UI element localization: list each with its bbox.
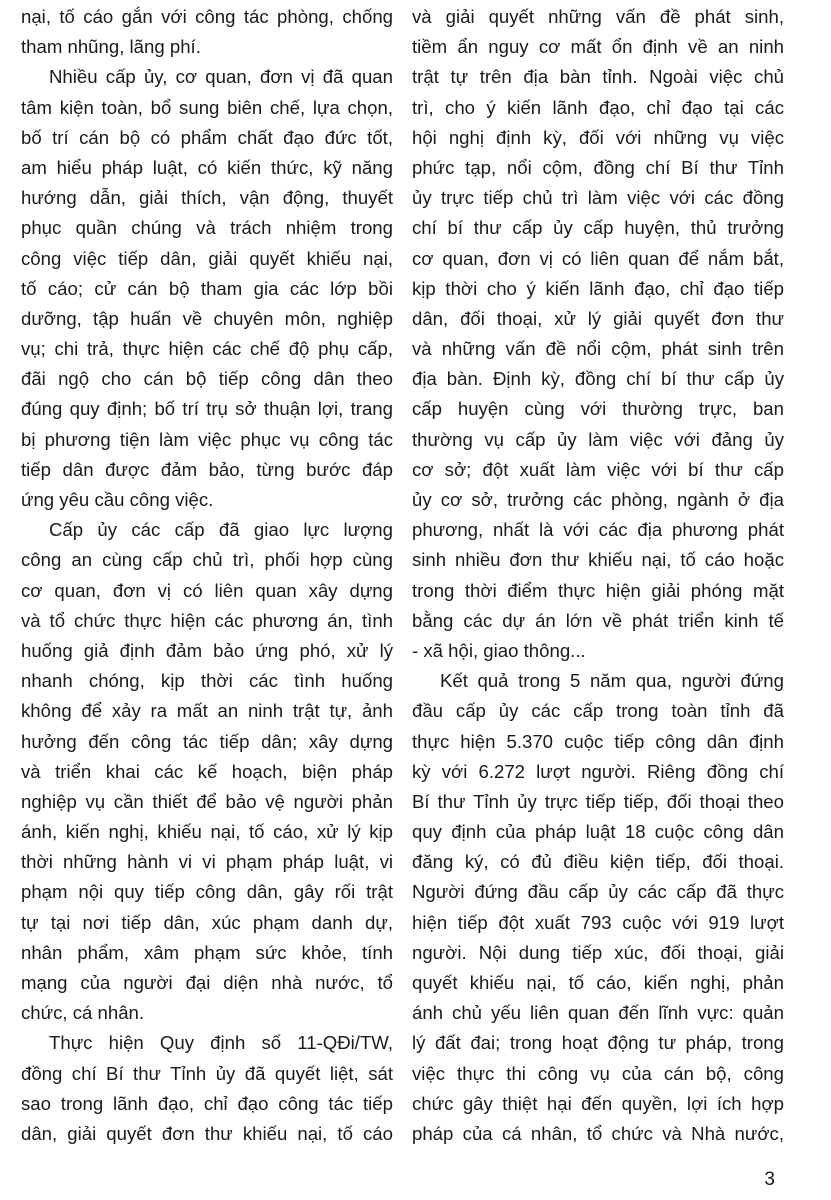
- text-line: tâm kiện toàn, bổ sung biên chế, lựa chọn,: [21, 96, 393, 118]
- text-line: Kết quả trong 5 năm qua, người đứng: [440, 670, 784, 692]
- text-line: việc thực thi công vụ của cán bộ, công: [412, 1062, 784, 1084]
- text-line: thực hiện 5.370 cuộc tiếp công dân định: [412, 730, 784, 752]
- text-line: lý đất đai; trong hoạt động tư pháp, trong: [412, 1032, 784, 1054]
- text-line: công việc tiếp dân, giải quyết khiếu nại,: [21, 247, 393, 269]
- text-line: dưỡng, tập huấn về chuyên môn, nghiệp: [21, 307, 393, 329]
- text-line: Thực hiện Quy định số 11-QĐi/TW,: [49, 1032, 393, 1054]
- text-line: ứng yêu cầu công việc.: [21, 489, 214, 510]
- text-line: phục quần chúng và trách nhiệm trong: [21, 217, 393, 239]
- text-line: phức tạp, nổi cộm, đồng chí Bí thư Tỉnh: [412, 156, 784, 178]
- text-line: kỳ với 6.272 lượt người. Riêng đồng chí: [412, 760, 784, 782]
- text-line: Nhiều cấp ủy, cơ quan, đơn vị đã quan: [49, 66, 393, 88]
- text-line: huống giả định đảm bảo ứng phó, xử lý: [21, 639, 393, 661]
- text-line: cơ sở; đột xuất làm việc với bí thư cấp: [412, 458, 784, 480]
- page-number: 3: [764, 1169, 775, 1190]
- text-line: hiện tiếp đột xuất 793 cuộc với 919 lượt: [412, 911, 784, 933]
- text-line: mạng của người đại diện nhà nước, tổ: [21, 972, 393, 993]
- text-line: tự tại nơi tiếp dân, xúc phạm danh dự,: [21, 911, 393, 933]
- text-line: tham nhũng, lãng phí.: [21, 36, 201, 58]
- text-line: dân, giải quyết đơn thư khiếu nại, tố cáo: [21, 1122, 393, 1144]
- text-line: chức gây thiệt hại đến quyền, lợi ích hợp: [412, 1092, 784, 1114]
- text-line: dân, đối thoại, xử lý giải quyết đơn thư: [412, 307, 784, 329]
- text-line: tiếp dân được đảm bảo, từng bước đáp: [21, 458, 393, 480]
- left-column: [21, 2, 393, 1149]
- text-line: tố cáo; cử cán bộ tham gia các lớp bồi: [21, 277, 393, 299]
- right-column: [412, 2, 784, 1149]
- text-line: Cấp ủy các cấp đã giao lực lượng: [49, 519, 393, 541]
- text-line: chức, cá nhân.: [21, 1002, 145, 1024]
- text-line: sinh nhiều đơn thư khiếu nại, tố cáo hoặc: [412, 549, 784, 571]
- text-line: ủy cơ sở, trưởng các phòng, ngành ở địa: [412, 489, 784, 510]
- text-line: vụ; chi trả, thực hiện các chế độ phụ cấp,: [21, 338, 393, 360]
- text-line: phương, nhất là với các địa phương phát: [412, 519, 784, 541]
- text-line: trật tự trên địa bàn tỉnh. Ngoài việc chủ: [412, 66, 784, 88]
- text-line: đăng ký, có đủ điều kiện tiếp, đối thoại.: [412, 851, 784, 873]
- text-line: người. Nội dung tiếp xúc, đối thoại, giải: [412, 941, 784, 963]
- text-line: cấp huyện cùng với thường trực, ban: [412, 398, 784, 420]
- text-line: và giải quyết những vấn đề phát sinh,: [412, 6, 784, 27]
- text-line: sao trong lãnh đạo, chỉ đạo công tác tiếp: [21, 1092, 393, 1114]
- text-line: tiềm ẩn nguy cơ mất ổn định về an ninh: [412, 36, 784, 58]
- text-line: quy định của pháp luật 18 cuộc công dân: [412, 821, 784, 843]
- text-line: am hiểu pháp luật, có kiến thức, kỹ năng: [21, 156, 393, 178]
- text-line: trì, cho ý kiến lãnh đạo, chỉ đạo tại các: [412, 96, 784, 118]
- text-line: cơ quan, đơn vị có liên quan để nắm bắt,: [412, 247, 784, 269]
- text-line: cơ quan, đơn vị có liên quan xây dựng: [21, 579, 393, 601]
- text-line: nại, tố cáo gắn với công tác phòng, chống: [21, 6, 393, 27]
- text-line: đãi ngộ cho cán bộ tiếp công dân theo: [21, 368, 393, 390]
- text-line: nhân phẩm, xâm phạm sức khỏe, tính: [21, 941, 393, 963]
- text-line: đúng quy định; bố trí trụ sở thuận lợi, trang: [21, 398, 393, 420]
- text-line: không để xảy ra mất an ninh trật tự, ảnh: [21, 700, 393, 722]
- text-line: bị phương tiện làm việc phục vụ công tác: [21, 428, 393, 450]
- text-line: đầu cấp ủy các cấp trong toàn tỉnh đã: [412, 700, 784, 722]
- text-line: địa bàn. Định kỳ, đồng chí bí thư cấp ủy: [412, 368, 784, 390]
- text-line: đồng chí Bí thư Tỉnh ủy đã quyết liệt, sát: [21, 1062, 393, 1084]
- text-line: pháp của cá nhân, tổ chức và Nhà nước,: [412, 1122, 784, 1144]
- text-line: công an cùng cấp chủ trì, phối hợp cùng: [21, 549, 393, 571]
- text-line: ủy trực tiếp chủ trì làm việc với các đồng: [412, 187, 784, 209]
- text-line: và những vấn đề nổi cộm, phát sinh trên: [412, 338, 784, 360]
- text-line: Người đứng đầu cấp ủy các cấp đã thực: [412, 881, 784, 903]
- text-line: - xã hội, giao thông...: [412, 639, 586, 661]
- text-line: thường vụ cấp ủy làm việc với đảng ủy: [412, 428, 784, 450]
- text-line: trong thời điểm thực hiện giải phóng mặt: [412, 579, 784, 601]
- text-line: Bí thư Tỉnh ủy trực tiếp tiếp, đối thoại theo: [412, 790, 784, 812]
- text-line: thời những hành vi vi phạm pháp luật, vi: [21, 851, 393, 873]
- text-line: quyết khiếu nại, tố cáo, kiến nghị, phản: [412, 972, 784, 993]
- text-line: và tổ chức thực hiện các phương án, tình: [21, 609, 393, 631]
- text-line: hội nghị định kỳ, đối với những vụ việc: [412, 126, 784, 148]
- text-line: bằng các dự án lớn về phát triển kinh tế: [412, 609, 784, 631]
- text-line: nhanh chóng, kịp thời các tình huống: [21, 670, 393, 692]
- text-line: bố trí cán bộ có phẩm chất đạo đức tốt,: [21, 126, 393, 148]
- text-line: ánh, kiến nghị, khiếu nại, tố cáo, xử lý kịp: [21, 821, 393, 843]
- text-line: hưởng đến công tác tiếp dân; xây dựng: [21, 730, 393, 752]
- text-line: ánh chủ yếu liên quan đến lĩnh vực: quản: [412, 1002, 784, 1024]
- text-line: và triển khai các kế hoạch, biện pháp: [21, 760, 393, 782]
- text-line: chí bí thư cấp ủy cấp huyện, thủ trưởng: [412, 217, 784, 239]
- text-line: kịp thời cho ý kiến lãnh đạo, chỉ đạo tiếp: [412, 277, 784, 299]
- text-line: phạm nội quy tiếp công dân, gây rối trật: [21, 881, 393, 903]
- text-line: hướng dẫn, giải thích, vận động, thuyết: [21, 187, 393, 209]
- text-line: nghiệp vụ cần thiết để bảo vệ người phản: [21, 790, 393, 812]
